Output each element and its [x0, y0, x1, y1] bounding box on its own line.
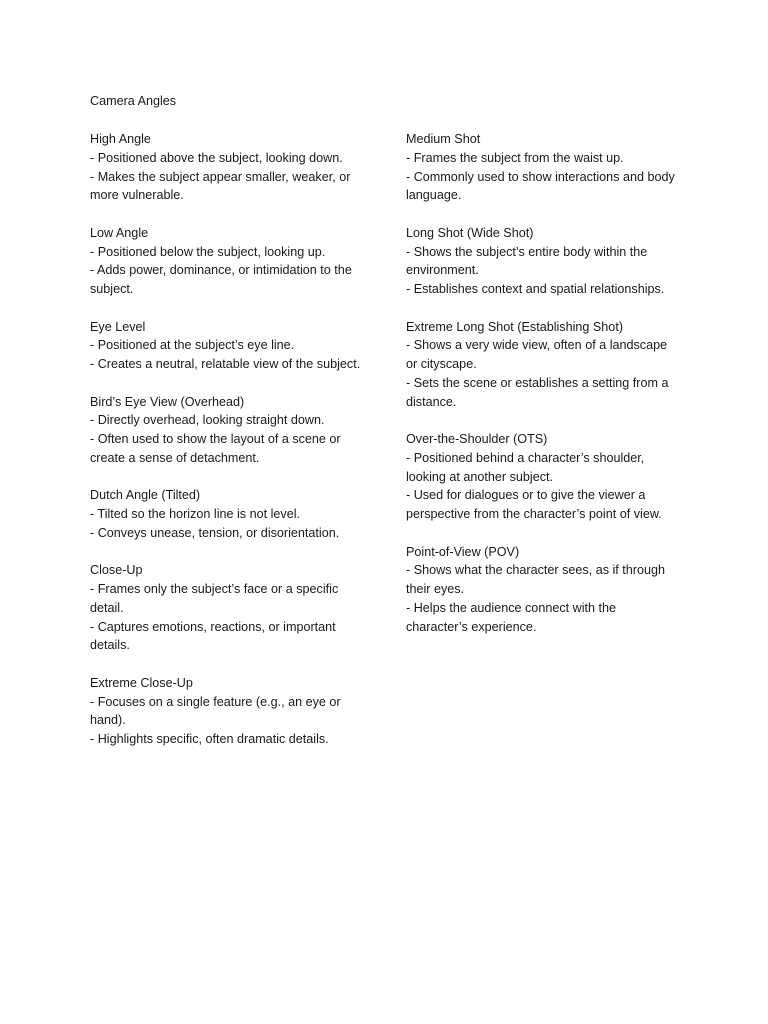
right-column — [406, 130, 680, 655]
bullet-line: - Captures emotions, reactions, or important details. — [90, 619, 336, 653]
bullet-line: - Positioned above the subject, looking down. — [90, 150, 343, 165]
bullet-line: - Sets the scene or establishes a setting from a distance. — [406, 375, 669, 409]
section-over-the-shoulder — [406, 430, 680, 524]
section-heading: Extreme Long Shot (Establishing Shot) — [406, 319, 624, 334]
bullet-line: - Tilted so the horizon line is not level. — [90, 507, 301, 521]
section-low-angle — [90, 224, 370, 299]
bullet-line: - Establishes context and spatial relationships. — [406, 282, 665, 296]
bullet-line: - Shows a very wide view, often of a landscape or cityscape. — [406, 338, 668, 371]
bullet-line: - Commonly used to show interactions and body language. — [406, 169, 675, 203]
section-extreme-close-up — [90, 674, 370, 749]
bullet-line: - Helps the audience connect with the character’s experience. — [406, 600, 617, 634]
section-heading: Low Angle — [90, 225, 149, 240]
section-heading: High Angle — [90, 132, 151, 146]
section-heading: Long Shot (Wide Shot) — [406, 225, 534, 240]
left-column — [90, 130, 370, 768]
bullet-line: - Positioned at the subject’s eye line. — [90, 338, 295, 353]
bullet-line: - Adds power, dominance, or intimidation to the subject. — [90, 263, 352, 296]
section-heading: Eye Level — [90, 319, 146, 334]
section-heading: Bird’s Eye View (Overhead) — [90, 394, 245, 409]
section-heading: Over-the-Shoulder (OTS) — [406, 432, 548, 446]
bullet-line: - Shows what the character sees, as if through their eyes. — [406, 563, 666, 596]
section-heading: Medium Shot — [406, 132, 481, 146]
bullet-line: - Positioned behind a character’s shoulder, looking at another subject. — [406, 450, 645, 484]
bullet-line: - Directly overhead, looking straight down. — [90, 413, 325, 428]
bullet-line: - Shows the subject’s entire body within the environment. — [406, 244, 648, 278]
section-heading: Close-Up — [90, 563, 143, 578]
bullet-line: - Creates a neutral, relatable view of the subject. — [90, 357, 361, 371]
bullet-line: - Conveys unease, tension, or disorientation. — [90, 525, 340, 540]
page-title: Camera Angles — [90, 94, 177, 108]
section-extreme-long-shot — [406, 318, 680, 412]
bullet-line: - Makes the subject appear smaller, weaker, or more vulnerable. — [90, 169, 351, 203]
bullet-line: - Often used to show the layout of a scene or create a sense of detachment. — [90, 432, 341, 465]
section-heading: Extreme Close-Up — [90, 675, 193, 690]
bullet-line: - Positioned below the subject, looking up. — [90, 244, 326, 259]
section-dutch-angle — [90, 486, 370, 542]
bullet-line: - Highlights specific, often dramatic details. — [90, 732, 329, 746]
section-long-shot — [406, 224, 680, 299]
bullet-line: - Focuses on a single feature (e.g., an eye or hand). — [90, 694, 341, 728]
section-eye-level — [90, 318, 370, 374]
bullet-line: - Frames only the subject’s face or a specific detail. — [90, 582, 339, 615]
section-close-up — [90, 561, 370, 655]
bullet-line: - Used for dialogues or to give the viewer a perspective from the character’s point of view. — [406, 488, 662, 521]
section-heading: Point-of-View (POV) — [406, 544, 520, 559]
section-point-of-view — [406, 543, 680, 637]
section-medium-shot — [406, 130, 680, 205]
section-heading: Dutch Angle (Tilted) — [90, 488, 201, 503]
section-high-angle — [90, 130, 370, 205]
section-birds-eye-view — [90, 393, 370, 468]
bullet-line: - Frames the subject from the waist up. — [406, 150, 624, 165]
